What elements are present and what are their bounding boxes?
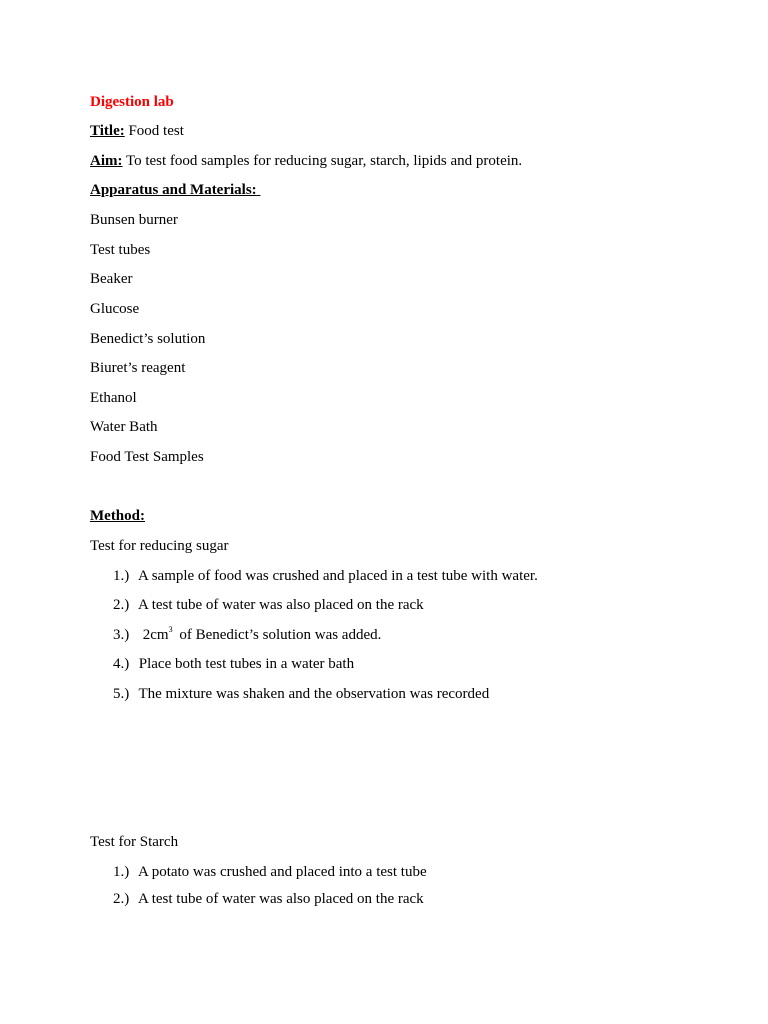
title-label: Title:: [90, 123, 125, 139]
sugar-step: [113, 655, 354, 673]
apparatus-item: Water Bath: [90, 419, 158, 435]
starch-step: [113, 863, 427, 881]
starch-test-heading: Test for Starch: [90, 834, 179, 850]
sugar-step: [113, 626, 381, 644]
apparatus-item: Benedict’s solution: [90, 331, 206, 347]
apparatus-item: Bunsen burner: [90, 212, 178, 228]
unit-superscript: 3: [168, 625, 173, 634]
step-text: Place both test tubes in a water bath: [138, 656, 355, 672]
step-text: The mixture was shaken and the observation was recorded: [138, 686, 490, 702]
aim-label: Aim:: [90, 153, 123, 169]
step-amount: [139, 627, 173, 643]
step-text: A test tube of water was also placed on the rack: [137, 597, 424, 613]
apparatus-item: Food Test Samples: [90, 449, 204, 465]
apparatus-item: Glucose: [90, 301, 140, 317]
step-number: 2.): [113, 597, 130, 613]
sugar-step: [113, 567, 538, 585]
title-line: [90, 122, 184, 140]
step-number: 4.): [113, 656, 130, 672]
step-text: A sample of food was crushed and placed in a test tube with water.: [137, 568, 538, 584]
apparatus-item: Ethanol: [90, 390, 137, 406]
apparatus-item: Test tubes: [90, 242, 151, 258]
title-value: Food test: [128, 123, 184, 139]
method-label: Method:: [90, 508, 145, 524]
apparatus-label: Apparatus and Materials:: [90, 182, 257, 198]
step-number: 3.): [113, 627, 130, 643]
sugar-step: [113, 685, 489, 703]
method-heading: [90, 507, 145, 525]
amount-value: 2cm: [142, 627, 169, 643]
apparatus-item: Beaker: [90, 271, 133, 287]
document-heading: Digestion lab: [90, 94, 174, 110]
step-text: of Benedict’s solution was added.: [179, 627, 382, 643]
step-text: A potato was crushed and placed into a test tube: [137, 864, 427, 880]
step-number: 5.): [113, 686, 130, 702]
sugar-test-heading: Test for reducing sugar: [90, 538, 229, 554]
step-number: 2.): [113, 891, 130, 907]
sugar-step: [113, 596, 424, 614]
starch-step: [113, 890, 424, 908]
step-text: A test tube of water was also placed on the rack: [137, 891, 424, 907]
apparatus-heading: [90, 181, 260, 199]
aim-value: To test food samples for reducing sugar, starch, lipids and protein.: [125, 153, 523, 169]
apparatus-item: Biuret’s reagent: [90, 360, 186, 376]
step-number: 1.): [113, 568, 130, 584]
step-number: 1.): [113, 864, 130, 880]
aim-line: [90, 152, 522, 170]
